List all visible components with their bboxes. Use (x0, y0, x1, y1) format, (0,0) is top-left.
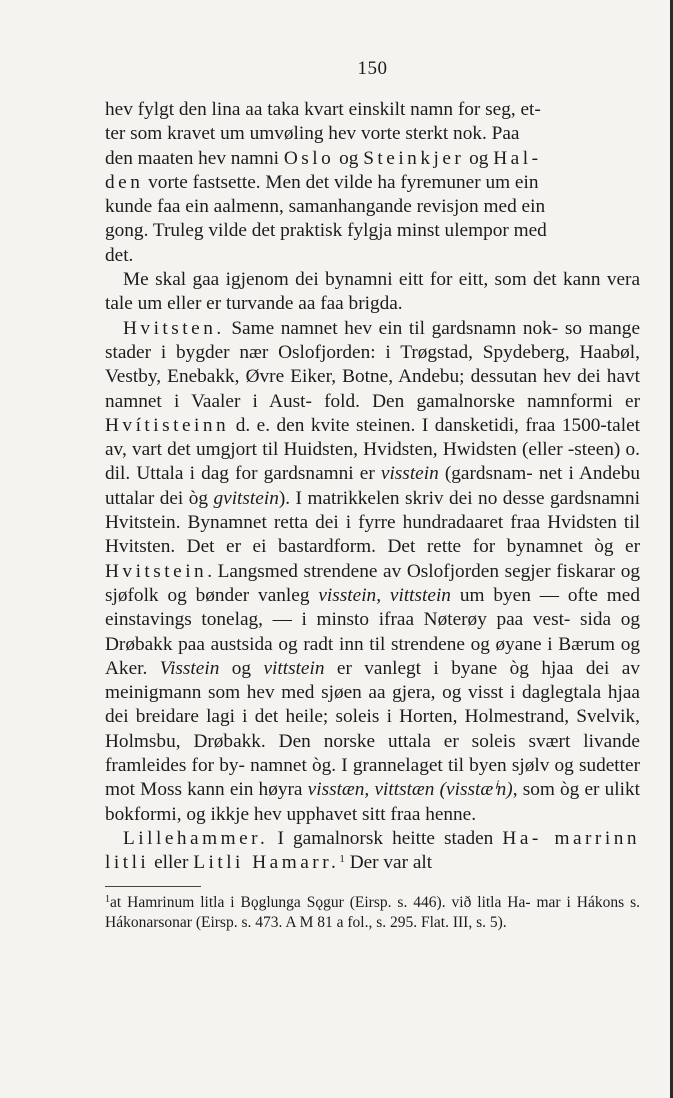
intro-line-joiner: og (334, 147, 364, 169)
hvitsten-text: d. e. den kvite steinen. I dansketidi, fraa 1500-talet av, vart det umgjort til Huidsten, Hvidsten, Hwidsten (eller -steen) o. dil. Uttala i dag for gardsnamni er (105, 414, 640, 485)
hvitsten-text: Same namnet hev ein til gardsnamn nok- so mange stader i bygder nær Oslofjorden: i Trøgstad, Spydeberg, Haabøl, Vestby, Enebakk, Øvre Eiker, Botne, Andebu; dessutan hev dei havt namnet i Vaaler i Aust- fold. Den gamalnorske namnformi er (105, 317, 640, 412)
body-text (105, 98, 640, 876)
name-halden-part2: den (105, 171, 144, 193)
page-number: 150 (357, 58, 388, 79)
hvitsten-text: , som òg er ulikt bokformi, og ikkje hev upphavet sitt fraa henne. (105, 779, 640, 825)
footnote-reference[interactable]: 1 (339, 853, 345, 866)
name-oslo: Oslo (283, 147, 335, 169)
lillehammer-text: I gamalnorsk heitte staden (268, 827, 503, 849)
name-steinkjer: Steinkjer (363, 147, 465, 169)
old-norse-litli-hamarr: Litli Hamarr. (193, 852, 340, 874)
intro-line-prefix: den maaten hev namni (105, 147, 284, 169)
book-page (105, 58, 640, 934)
hvitsten-text: (gardsnam- net i Andebu uttalar dei òg (105, 463, 640, 509)
lillehammer-text: Der var alt (344, 852, 433, 874)
correct-form-hvitstein: Hvitstein (105, 560, 208, 582)
intro-line: hev fylgt den lina aa taka kvart einskilt namn for seg, et- (105, 99, 541, 120)
hvitsten-text: og (219, 657, 264, 679)
footnote-text: at Hamrinum litla i Bǫglunga Sǫgur (Eirsp. s. 446). við litla Ha- mar i Hákons s. Hákonarsonar (Eirsp. s. 473. A M 81 a fol., s. 295. Flat. III, s. 5). (105, 893, 640, 931)
paragraph-lillehammer (105, 827, 640, 876)
hvitsten-text: ). I matrikkelen skriv dei no desse gardsnamni Hvitstein. Bynamnet retta dei i fyrre hundradaaret fraa Hvidsten til Hvitsten. Det er ei bastardform. Det rette for bynamnet òg er (105, 487, 641, 558)
intro-line: ter som kravet um umvøling hev vorte sterkt nok. Paa (105, 123, 520, 145)
paragraph-hvitsten (105, 317, 640, 827)
intro-line: kunde faa ein aalmenn, samanhangande revisjon med ein (105, 196, 546, 218)
intro-line-suffix: vorte fastsette. Men det vilde ha fyremuner um ein (143, 171, 539, 193)
name-halden-part1: Hal- (493, 147, 542, 169)
heading-lillehammer: Lillehammer. (123, 827, 269, 849)
intro-line: gong. Truleg vilde det praktisk fylgja minst ulempor med (105, 220, 547, 242)
pronunciation-vittstein: vittstein (263, 657, 325, 679)
old-norse-form: Hvítisteinn (105, 414, 230, 436)
hvitsten-text: um byen — ofte med einstavings tonelag, — i minsto ifraa Nøterøy paa vest- sida og Drøbakk paa austsida og radt inn til strendene og øyane i Bærum og Aker. (105, 584, 640, 679)
pronunciation-visstein-cap: Visstein (159, 657, 220, 679)
paragraph-overview: Me skal gaa igjenom dei bynamni eitt for eitt, som det kann vera tale um eller er turvande aa faa brigda. (105, 269, 640, 315)
pronunciation-visstaen: visstæn, vittstæn (visstæⁱn) (307, 779, 513, 801)
old-norse-hamarrinn-litli: Ha- marrinn litli (105, 827, 640, 874)
paragraph-intro (105, 98, 640, 268)
lillehammer-text: eller (149, 852, 194, 874)
pronunciation-gvitstein: gvitstein (213, 487, 279, 509)
footnote (105, 893, 640, 934)
intro-line: det. (105, 244, 134, 266)
footnote-divider (105, 886, 201, 887)
pronunciation-visstein: visstein (380, 463, 439, 485)
hvitsten-text: er vanlegt i byane òg hjaa dei av meinigmann som hev med sjøen aa gjera, og visst i daglegtala hjaa dei breidare lagi i det heile; soleis i Horten, Holmestrand, Svelvik, Holmsbu, Drøbakk. Den norske uttala er soleis svært livande framleides for by- namnet òg. I grannelaget til byen sjølv og sudetter mot Moss kann ein høyra (105, 657, 641, 801)
hvitsten-text: . Langsmed strendene av Oslofjorden segjer fiskarar og sjøfolk og bønder vanleg (105, 560, 640, 606)
pronunciation-visstein-vittstein: visstein, vittstein (318, 584, 451, 606)
heading-hvitsten: Hvitsten. (123, 317, 225, 339)
intro-line-joiner: og (464, 147, 494, 169)
footnote-marker: 1 (105, 893, 110, 905)
